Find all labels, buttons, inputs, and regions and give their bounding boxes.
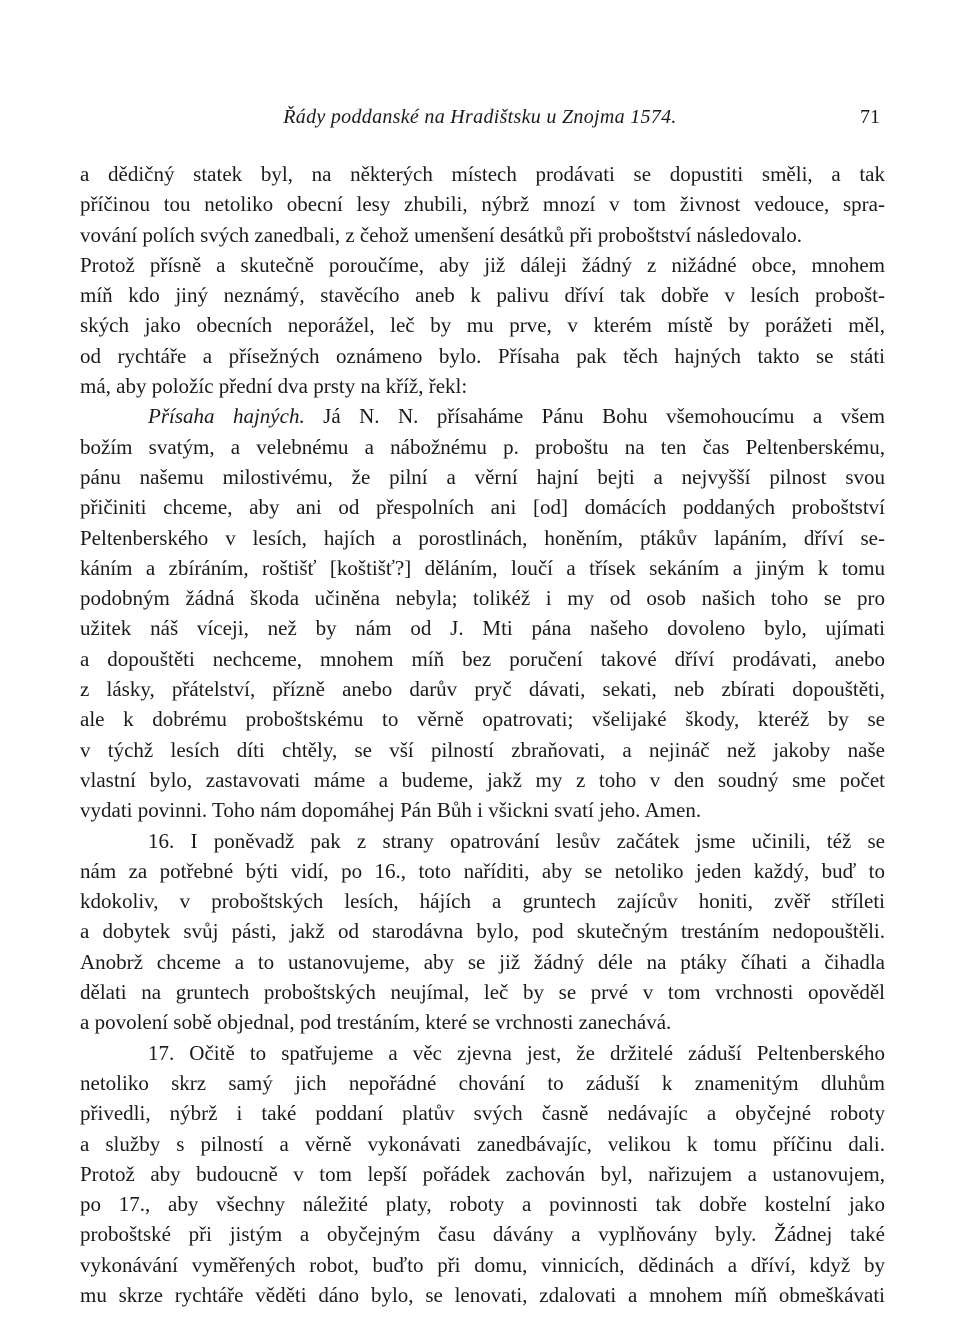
text-line: [80, 977, 885, 1007]
text-line: [80, 310, 885, 340]
section-heading-italic: Přísaha hajných.: [148, 404, 305, 429]
text-line: [80, 189, 885, 219]
line-text: netoliko skrz samý jich nepořádné chování to záduší k znamenitým dluhům: [80, 1070, 885, 1095]
line-text: vování polích svých zanedbali, z čehož umenšení desátků při proboštství následovalo.: [80, 222, 802, 247]
line-text: v týchž lesích díti chtěly, se vší pilností zbraňovati, a nejináč než jakoby naše: [80, 737, 885, 762]
line-text: Protož aby budoucně v tom lepší pořádek zachován byl, nařizujem a ustanovujem,: [80, 1161, 885, 1186]
text-line: [80, 583, 885, 613]
text-line: [80, 1189, 885, 1219]
line-text: ských jako obecních neporážel, leč by mu prve, v kterém místě by porážeti měl,: [80, 313, 885, 338]
line-text: a dědičný statek byl, na některých místech prodávati se dopustiti směli, a tak: [80, 162, 885, 186]
text-line: [80, 765, 885, 795]
page-header: [80, 106, 880, 136]
line-text: příčinou tou netoliko obecní lesy zhubili, nýbrž mnozí v tom živnost vedouce, spra-: [80, 192, 885, 217]
line-text: vykonávání vyměřených robot, buďto při domu, vinnicích, dědinách a dříví, když by: [80, 1252, 885, 1277]
line-text: od rychtáře a přísežných oznámeno bylo. Přísaha pak těch hajných takto se státi: [80, 343, 885, 368]
text-line: [80, 280, 885, 310]
line-text: a povolení sobě objednal, pod trestáním, které se vrchnosti zanechává.: [80, 1010, 672, 1035]
line-text: dělati na gruntech proboštských neujímal, leč by se prvé v tom vrchnosti opověděl: [80, 980, 885, 1005]
text-line: [80, 947, 885, 977]
text-line: [80, 613, 885, 643]
text-line: [80, 1007, 885, 1037]
text-line: [80, 644, 885, 674]
line-text: proboštské při jistým a obyčejným času dávány a vyplňovány byly. Žádnej také: [80, 1222, 885, 1247]
text-line: [80, 1068, 885, 1098]
text-line: [80, 220, 885, 250]
text-line: [80, 250, 885, 280]
line-text: vydati povinni. Toho nám dopomáhej Pán Bůh i všickni svatí jeho. Amen.: [80, 798, 702, 823]
line-text: božím svatým, a velebnému a nábožnému p. proboštu na ten čas Peltenberskému,: [80, 434, 885, 459]
text-line: [80, 1098, 885, 1128]
text-line: [80, 735, 885, 765]
text-line: [80, 401, 885, 431]
text-line: [80, 1159, 885, 1189]
text-line: [80, 492, 885, 522]
line-text: kdokoliv, v proboštských lesích, hájích a gruntech zajícův honiti, zvěř stříleti: [80, 889, 885, 914]
line-text: nám za potřebné býti vidí, po 16., toto naříditi, aby se netoliko jeden každý, buď to: [80, 858, 885, 883]
line-text: Peltenberského v lesích, hajích a porostlinách, honěním, ptákův lapáním, dříví se-: [80, 525, 885, 550]
text-line: [80, 462, 885, 492]
line-text: Já N. N. přísaháme Pánu Bohu všemohoucímu a všem: [304, 404, 886, 429]
text-line: [80, 159, 885, 189]
line-text: podobným žádná škoda učiněna nebyla; tolikéž i my od osob našich toho se pro: [80, 586, 885, 611]
page-number: 71: [860, 106, 880, 128]
line-text: po 17., aby všechny náležité platy, roboty a povinnosti tak dobře kostelní jako: [80, 1192, 885, 1217]
text-line: [80, 856, 885, 886]
line-text: z lásky, přátelství, přízně anebo darův pryč dávati, sekati, neb zbírati dopouštěti,: [80, 677, 885, 702]
line-text: přivedli, nýbrž i také poddaní platův svých časně nedávajíc a obyčejné roboty: [80, 1101, 885, 1126]
line-text: Protož přísně a skutečně poroučíme, aby již dáleji žádný z nižádné obce, mnohem: [80, 252, 885, 277]
text-line: [80, 1219, 885, 1249]
line-text: má, aby položíc přední dva prsty na kříž, řekl:: [80, 374, 468, 399]
text-line: [80, 341, 885, 371]
text-line: [80, 523, 885, 553]
text-line: [80, 432, 885, 462]
text-line: [80, 826, 885, 856]
body-text: [80, 159, 885, 1310]
line-text: a dobytek svůj pásti, jakž od starodávna bylo, pod skutečným trestáním nedopouštěli.: [80, 919, 885, 944]
text-line: [80, 1250, 885, 1280]
line-text: míň kdo jiný neznámý, stavěcího aneb k palivu dříví tak dobře v lesích probošt-: [80, 283, 885, 308]
line-text: přičiniti chceme, aby ani od přespolních ani [od] domácích poddaných proboštství: [80, 495, 885, 520]
running-title: Řády poddanské na Hradištsku u Znojma 1574.: [283, 106, 677, 128]
text-line: [80, 704, 885, 734]
line-text: vlastní bylo, zastavovati máme a budeme, jakž my z toho v den soudný sme počet: [80, 767, 885, 792]
line-text: 16. I poněvadž pak z strany opatrování lesův začátek jsme učinili, též se: [148, 828, 885, 853]
line-text: Anobrž chceme a to ustanovujeme, aby se již žádný déle na ptáky číhati a čihadla: [80, 949, 885, 974]
text-line: [80, 886, 885, 916]
line-text: a služby s pilností a věrně vykonávati zanedbávajíc, velikou k tomu příčinu dali.: [80, 1131, 885, 1156]
text-line: [80, 795, 885, 825]
text-line: [80, 1038, 885, 1068]
line-text: pánu našemu milostivému, že pilní a věrní hajní bejti a nejvyšší pilnost svou: [80, 464, 885, 489]
line-text: užitek náš víceji, než by nám od J. Mti pána našeho dovoleno bylo, ujímati: [80, 616, 885, 641]
text-line: [80, 553, 885, 583]
text-line: [80, 674, 885, 704]
line-text: káním a zbíráním, roštišť [koštišť?] děláním, loučí a třísek sekáním a jiným k tomu: [80, 555, 885, 580]
line-text: ale k dobrému proboštskému to věrně opatrovati; všelijaké škody, kteréž by se: [80, 707, 885, 732]
text-line: [80, 371, 885, 401]
line-text: mu skrze rychtáře věděti dáno bylo, se lenovati, zdalovati a mnohem míň obmeškávati: [80, 1282, 885, 1307]
text-line: [80, 916, 885, 946]
text-line: [80, 1129, 885, 1159]
text-line: [80, 1280, 885, 1310]
line-text: 17. Očitě to spatřujeme a věc zjevna jest, že držitelé záduší Peltenberského: [148, 1040, 885, 1065]
line-text: a dopouštěti nechceme, mnohem míň bez poručení takové dříví prodávati, anebo: [80, 646, 885, 671]
